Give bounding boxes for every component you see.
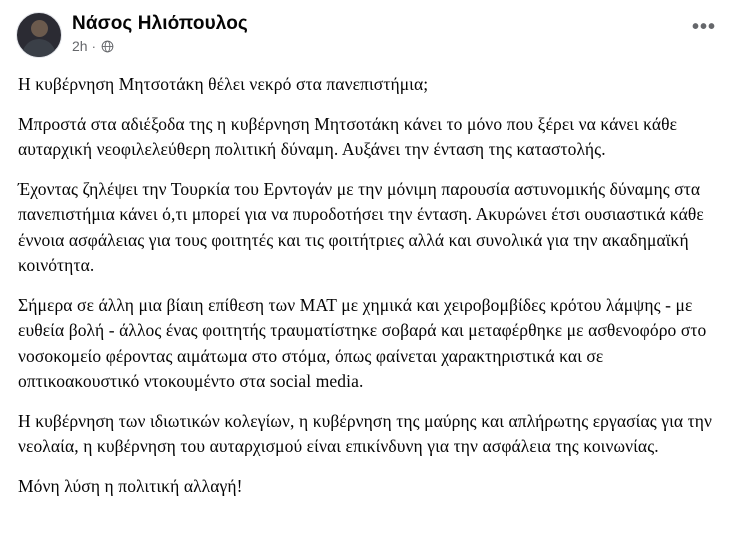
avatar[interactable] <box>16 12 62 58</box>
post-author-name[interactable]: Νάσος Ηλιόπουλος <box>72 13 248 34</box>
avatar-body <box>22 39 56 58</box>
post-paragraph: Έχοντας ζηλέψει την Τουρκία του Ερντογάν με την μόνιμη παρουσία αστυνομικής δύναμης στα πανεπιστήμια κάνει ό,τι μπορεί για να πυροδοτήσει την ένταση. Ακυρώνει έτσι ουσιαστικά κάθε έννοια ασφάλειας για τους φοιτητές και τις φοιτήτριες αλλά και συνολικά για την ακαδημαϊκή κοινότητα. <box>18 178 704 275</box>
post-options-menu-icon[interactable]: ••• <box>691 16 716 38</box>
post-paragraph: Σήμερα σε άλλη μια βίαιη επίθεση των ΜΑΤ με χημικά και χειροβομβίδες κρότου λάμψης - με ευθεία βολή - άλλος ένας φοιτητής τραυματίστηκε σοβαρά και μεταφέρθηκε με ασθενοφόρο στο νοσοκομείο φέροντας αιμάτωμα στο στόμα, όπως φαίνεται χαρακτηριστικά και σε οπτικοακουστικό ντοκουμέντο στα social media. <box>18 294 707 391</box>
post-paragraph: Η κυβέρνηση των ιδιωτικών κολεγίων, η κυβέρνηση της μαύρης και απλήρωτης εργασίας για την νεολαία, η κυβέρνηση του αυταρχισμού είναι επικίνδυνη για την ασφάλεια της κοινωνίας. <box>18 410 713 456</box>
post-header-text <box>72 12 248 54</box>
meta-separator: · <box>91 38 96 54</box>
post-paragraph: Η κυβέρνηση Μητσοτάκη θέλει νεκρό στα πανεπιστήμια; <box>18 74 429 94</box>
post-paragraph: Μπροστά στα αδιέξοδα της η κυβέρνηση Μητσοτάκη κάνει το μόνο που ξέρει να κάνει κάθε αυταρχική νεοφιλελεύθερη πολιτική δύναμη. Αυξάνει την ένταση της καταστολής. <box>18 113 678 159</box>
post-header <box>16 10 718 64</box>
avatar-face <box>31 20 48 37</box>
post-body <box>16 64 718 499</box>
globe-icon[interactable] <box>101 40 114 53</box>
post-meta <box>72 38 248 54</box>
post-timestamp[interactable]: 2h <box>72 38 88 54</box>
post-paragraph: Μόνη λύση η πολιτική αλλαγή! <box>18 475 243 496</box>
